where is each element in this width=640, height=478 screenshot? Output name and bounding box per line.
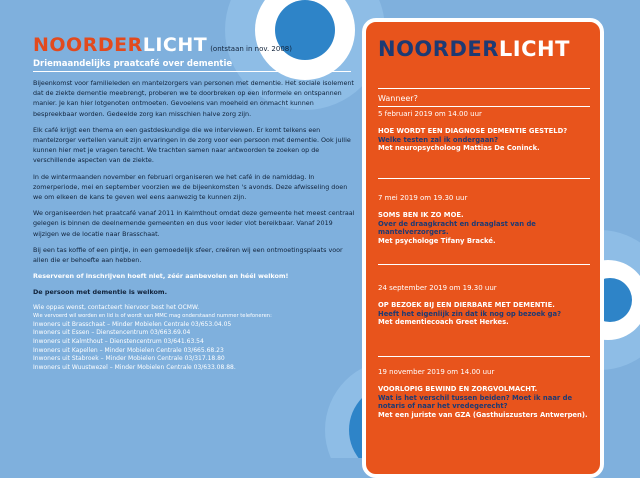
event-2 bbox=[378, 194, 593, 245]
paragraph: Bijeenkomst voor familieleden en mantelzorgers van personen met dementie. Het sociale isolement dat de ziekte dementie meebrengt, proberen we te doorbreken op een informele en ontspannen manier. Je kan hier lotgenoten ontmoeten. Gevoelens van moeheid en onmacht kunnen bespreekbaar worden. Gedeelde zorg kan misschien halve zorg zijn. bbox=[33, 79, 354, 118]
contact-intro: Wie oppas wenst, contacteert hiervoor best het OCMW. bbox=[33, 303, 200, 311]
panel-logo bbox=[378, 39, 570, 60]
paragraph: Bij een tas koffie of een pintje, in een gemoedelijk sfeer, creëren wij een ontmoetingsplaats voor allen die er behoefte aan hebben. bbox=[33, 245, 343, 265]
event-date: 7 mei 2019 om 19.30 uur bbox=[378, 194, 468, 202]
paragraph: In de wintermaanden november en februari organiseren we het café in de namiddag. In zomerperiode, mei en september voorzien we de bijeenkomsten 's avonds. Deze afwisseling doen we om elkeen de kans te geven wel eens aanwezig te kunnen zijn. bbox=[33, 172, 348, 202]
divider bbox=[378, 264, 590, 265]
divider bbox=[378, 106, 590, 107]
event-title: VOORLOPIG BEWIND EN ZORGVOLMACHT. bbox=[378, 385, 538, 394]
schedule-panel bbox=[362, 18, 604, 478]
event-description: Welke testen zal ik ondergaan? bbox=[378, 135, 499, 144]
divider bbox=[378, 356, 590, 357]
contact-item: Inwoners uit Kapellen – Minder Mobielen Centrale 03/665.68.23 bbox=[33, 346, 224, 354]
tagline: Driemaandelijks praatcafé over dementie bbox=[33, 59, 351, 72]
event-date: 5 februari 2019 om 14.00 uur bbox=[378, 110, 482, 118]
contact-item: Inwoners uit Kalmthout – Dienstencentrum 03/641.63.54 bbox=[33, 338, 204, 346]
event-speaker: Met neuropsycholoog Mattias De Coninck. bbox=[378, 144, 540, 153]
event-description: Heeft het eigenlijk zin dat ik nog op bezoek ga? bbox=[378, 309, 562, 318]
contact-item: Inwoners uit Wuustwezel – Minder Mobielen Centrale 03/633.08.88. bbox=[33, 363, 236, 371]
event-speaker: Met een juriste van GZA (Gasthuiszusters Antwerpen). bbox=[378, 410, 588, 419]
welcome-text: De persoon met dementie is welkom. bbox=[33, 288, 168, 297]
contact-item: Inwoners uit Stabroek – Minder Mobielen Centrale 03/317.18.80 bbox=[33, 355, 225, 363]
event-1 bbox=[378, 110, 593, 153]
event-speaker: Met psychologe Tifany Bracké. bbox=[378, 236, 496, 245]
divider bbox=[378, 88, 590, 89]
event-description: Over de draagkracht en draaglast van de mantelverzorgers. bbox=[378, 219, 536, 237]
left-column bbox=[33, 36, 358, 372]
highlight-text: Reserveren of inschrijven hoeft niet, zéér aanbevolen en héél welkom! bbox=[33, 272, 289, 281]
event-title: SOMS BEN IK ZO MOE. bbox=[378, 211, 464, 220]
logo-part1: NOORDER bbox=[33, 34, 143, 56]
intro-text bbox=[33, 78, 358, 298]
paragraph: We organiseerden het praatcafé vanaf 2011 in Kalmthout omdat deze gemeente het meest centraal gelegen is binnen de deelnemende gemeenten en dus voor ieder vlot bereikbaar. Vanaf 2019 wijzigen we de locatie naar Brasschaat. bbox=[33, 209, 355, 238]
paragraph: Elk café krijgt een thema en een gastdeskundige die we interviewen. Er komt telkens een mantelzorger vertellen vanuit zijn ervaringen in de zorg voor een persoon met dementie. Ook jullie kunnen hier met je vragen terecht. We trachten samen naar antwoorden te zoeken op de verschillende aspecten van de ziekte. bbox=[33, 125, 351, 165]
contact-item: Inwoners uit Essen – Dienstencentrum 03/663.69.04 bbox=[33, 329, 191, 337]
panel-logo-part1: NOORDER bbox=[378, 37, 499, 61]
contact-transport: Wie vervoerd wil worden en lid is of wordt van MMC mag onderstaand nummer telefoneren: bbox=[33, 313, 272, 320]
event-date: 24 september 2019 om 19.30 uur bbox=[378, 284, 497, 292]
logo-part2: LICHT bbox=[142, 34, 208, 56]
event-title: HOE WORDT EEN DIAGNOSE DEMENTIE GESTELD? bbox=[378, 127, 568, 136]
event-title: OP BEZOEK BIJ EEN DIERBARE MET DEMENTIE. bbox=[378, 301, 555, 310]
event-date: 19 november 2019 om 14.00 uur bbox=[378, 368, 495, 376]
when-heading: Wanneer? bbox=[378, 94, 418, 103]
contacts bbox=[33, 304, 358, 373]
event-4 bbox=[378, 368, 593, 419]
logo-subtitle: (ontstaan in nov. 2008) bbox=[210, 45, 292, 53]
event-3 bbox=[378, 284, 593, 327]
event-description: Wat is het verschil tussen beiden? Moet ik naar de notaris of naar het vredegerecht? bbox=[378, 393, 573, 411]
panel-logo-part2: LICHT bbox=[498, 37, 570, 61]
contact-item: Inwoners uit Brasschaat – Minder Mobielen Centrale 03/653.04.05 bbox=[33, 320, 232, 328]
divider bbox=[378, 178, 590, 179]
event-speaker: Met dementiecoach Greet Herkes. bbox=[378, 318, 509, 327]
logo bbox=[33, 36, 358, 55]
